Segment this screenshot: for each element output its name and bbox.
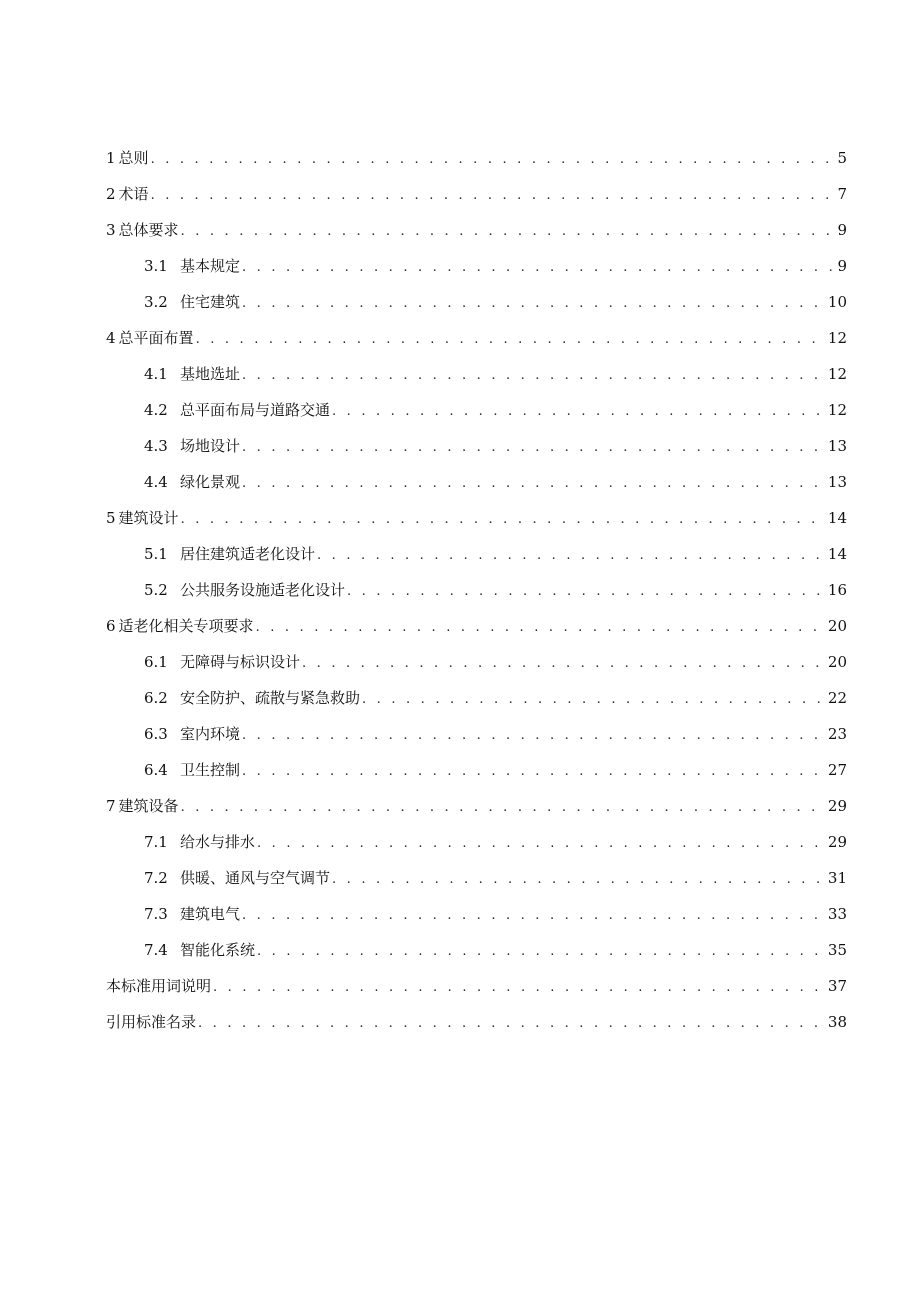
toc-chapter-entry[interactable] [106,176,847,212]
toc-section-entry[interactable] [106,860,847,896]
toc-entry-title: 本标准用词说明 [106,977,212,995]
toc-entry-label [144,680,360,716]
toc-page-number: 5 [837,149,847,167]
toc-entry-title: 卫生控制 [180,761,241,779]
dot-leader [257,934,826,970]
toc-entry-title: 总平面布局与道路交通 [180,401,331,419]
toc-section-entry[interactable] [106,824,847,860]
toc-page-number: 14 [827,509,847,527]
toc-entry-label [144,824,255,860]
toc-section-entry[interactable] [106,644,847,680]
toc-entry-number: 7 [106,797,116,815]
toc-page-number: 29 [827,833,847,851]
toc-page-number: 12 [827,329,847,347]
toc-section-entry[interactable] [106,572,847,608]
toc-entry-label [144,752,240,788]
toc-page-number: 22 [827,689,847,707]
toc-entry-number: 4.4 [144,473,168,491]
toc-entry-label [144,248,240,284]
toc-entry-title: 术语 [118,185,149,203]
dot-leader [332,862,826,898]
dot-leader [332,394,826,430]
toc-chapter-entry[interactable] [106,140,847,176]
toc-section-entry[interactable] [106,896,847,932]
toc-entry-number: 1 [106,149,116,167]
toc-entry-title: 给水与排水 [180,833,256,851]
dot-leader [242,430,826,466]
toc-entry-number: 3 [106,221,116,239]
toc-entry-label [144,284,240,320]
toc-entry-title: 安全防护、疏散与紧急救助 [180,689,361,707]
toc-chapter-entry[interactable] [106,968,847,1004]
toc-entry-title: 绿化景观 [180,473,241,491]
toc-entry-title: 住宅建筑 [180,293,241,311]
toc-entry-number: 6.3 [144,725,168,743]
toc-entry-number: 3.2 [144,293,168,311]
toc-entry-number: 4 [106,329,116,347]
toc-section-entry[interactable] [106,284,847,320]
toc-entry-label [106,500,179,536]
toc-entry-number: 7.1 [144,833,168,851]
toc-section-entry[interactable] [106,716,847,752]
toc-page-number: 37 [827,977,847,995]
toc-entry-number: 2 [106,185,116,203]
toc-entry-label [144,896,240,932]
toc-chapter-entry[interactable] [106,212,847,248]
toc-entry-title: 基本规定 [180,257,241,275]
dot-leader [242,718,826,754]
dot-leader [242,358,826,394]
toc-entry-title: 建筑设备 [118,797,179,815]
toc-entry-label [144,428,240,464]
toc-entry-label [106,788,179,824]
toc-entry-label [144,536,315,572]
toc-section-entry[interactable] [106,536,847,572]
toc-entry-label [106,608,254,644]
toc-entry-label [144,932,255,968]
toc-page-number: 38 [827,1013,847,1031]
toc-entry-number: 5.1 [144,545,168,563]
toc-entry-title: 基地选址 [180,365,241,383]
dot-leader [242,250,835,286]
toc-page-number: 35 [827,941,847,959]
toc-entry-number: 4.2 [144,401,168,419]
toc-section-entry[interactable] [106,752,847,788]
toc-entry-number: 4.3 [144,437,168,455]
toc-entry-number: 6.2 [144,689,168,707]
toc-chapter-entry[interactable] [106,788,847,824]
dot-leader [213,970,826,1006]
toc-entry-title: 总平面布置 [118,329,194,347]
toc-entry-number: 7.2 [144,869,168,887]
dot-leader [362,682,826,718]
toc-entry-title: 智能化系统 [180,941,256,959]
toc-entry-label [144,860,330,896]
toc-chapter-entry[interactable] [106,1004,847,1040]
toc-entry-title: 引用标准名录 [106,1013,197,1031]
dot-leader [198,1006,826,1042]
toc-entry-title: 建筑设计 [118,509,179,527]
toc-section-entry[interactable] [106,680,847,716]
toc-entry-label [144,644,300,680]
toc-entry-label [106,1004,196,1040]
toc-entry-label [144,572,345,608]
toc-page-number: 7 [837,185,847,203]
toc-chapter-entry[interactable] [106,320,847,356]
toc-entry-label [106,176,149,212]
toc-page-number: 12 [827,401,847,419]
toc-entry-title: 无障碍与标识设计 [180,653,301,671]
toc-entry-label [144,464,240,500]
toc-entry-label [106,320,194,356]
dot-leader [242,898,826,934]
toc-section-entry[interactable] [106,392,847,428]
toc-entry-title: 居住建筑适老化设计 [180,545,316,563]
toc-entry-label [106,140,149,176]
dot-leader [181,502,826,538]
toc-entry-title: 总体要求 [118,221,179,239]
toc-page-number: 31 [827,869,847,887]
toc-section-entry[interactable] [106,428,847,464]
dot-leader [302,646,826,682]
toc-entry-title: 总则 [118,149,149,167]
toc-entry-number: 3.1 [144,257,168,275]
toc-section-entry[interactable] [106,248,847,284]
toc-page-number: 16 [827,581,847,599]
toc-page-number: 29 [827,797,847,815]
toc-page-number: 20 [827,617,847,635]
toc-page-number: 33 [827,905,847,923]
toc-page-number: 9 [837,221,847,239]
dot-leader [242,286,826,322]
toc-entry-number: 5.2 [144,581,168,599]
dot-leader [181,214,836,250]
toc-entry-number: 5 [106,509,116,527]
toc-entry-number: 6 [106,617,116,635]
dot-leader [181,790,826,826]
dot-leader [347,574,826,610]
toc-page-number: 9 [837,257,847,275]
toc-page-number: 13 [827,437,847,455]
toc-entry-number: 4.1 [144,365,168,383]
toc-page-number: 27 [827,761,847,779]
toc-page-number: 12 [827,365,847,383]
table-of-contents [106,140,847,1040]
dot-leader [242,466,826,502]
dot-leader [151,142,836,178]
toc-page-number: 10 [827,293,847,311]
toc-page-number: 14 [827,545,847,563]
toc-entry-number: 6.4 [144,761,168,779]
toc-entry-number: 6.1 [144,653,168,671]
toc-entry-number: 7.4 [144,941,168,959]
toc-chapter-entry[interactable] [106,500,847,536]
toc-page-number: 20 [827,653,847,671]
toc-entry-label [106,212,179,248]
toc-entry-label [144,716,240,752]
toc-entry-title: 供暖、通风与空气调节 [180,869,331,887]
toc-entry-title: 建筑电气 [180,905,241,923]
toc-entry-label [144,392,330,428]
toc-entry-label [144,356,240,392]
dot-leader [242,754,826,790]
dot-leader [196,322,826,358]
toc-entry-number: 7.3 [144,905,168,923]
dot-leader [256,610,826,646]
toc-section-entry[interactable] [106,464,847,500]
dot-leader [317,538,826,574]
toc-entry-title: 公共服务设施适老化设计 [180,581,346,599]
dot-leader [151,178,836,214]
toc-entry-title: 室内环境 [180,725,241,743]
toc-section-entry[interactable] [106,356,847,392]
toc-chapter-entry[interactable] [106,608,847,644]
toc-entry-title: 适老化相关专项要求 [118,617,254,635]
toc-section-entry[interactable] [106,932,847,968]
toc-entry-label [106,968,211,1004]
dot-leader [257,826,826,862]
toc-page-number: 23 [827,725,847,743]
toc-entry-title: 场地设计 [180,437,241,455]
toc-page-number: 13 [827,473,847,491]
